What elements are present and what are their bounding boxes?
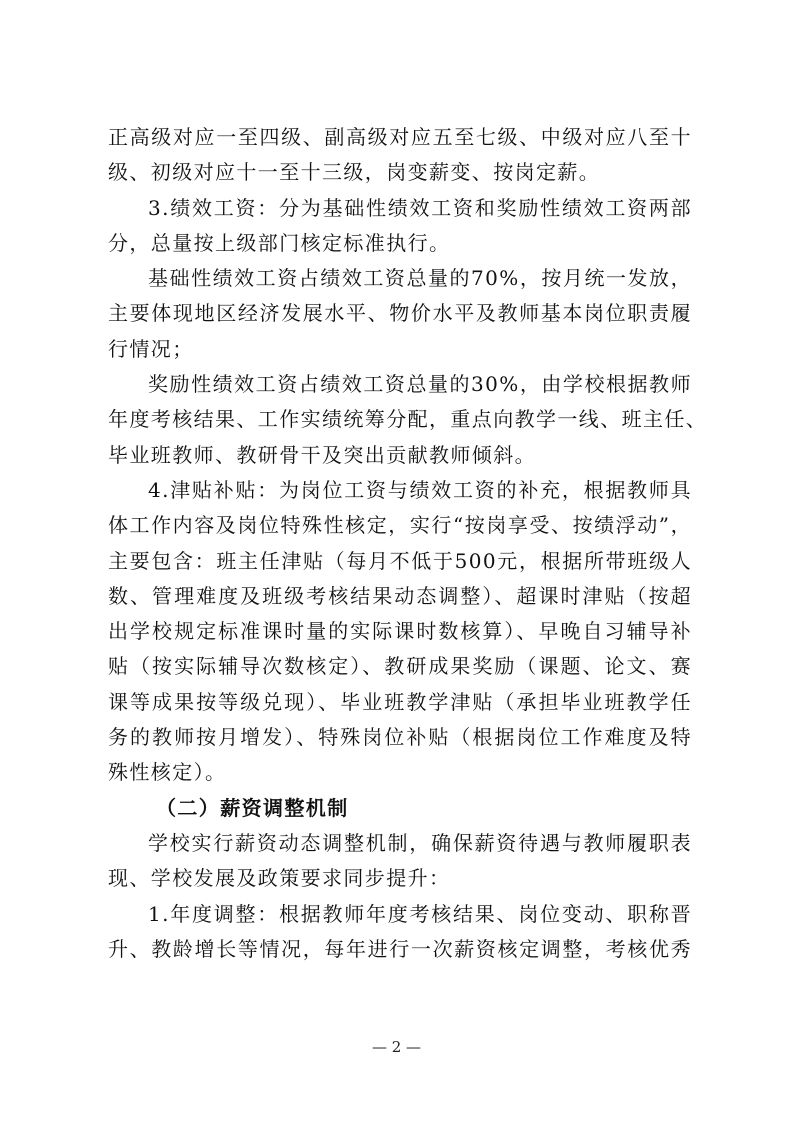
text-line: 课等成果按等级兑现）、毕业班教学津贴（承担毕业班教学任: [108, 689, 692, 714]
text-line: 主要体现地区经济发展水平、物价水平及教师基本岗位职责履: [108, 301, 692, 326]
section-heading: （二）薪资调整机制: [156, 795, 349, 820]
text-line: 奖励性绩效工资占绩效工资总量的30%，由学校根据教师: [148, 372, 692, 397]
text-line: 级、初级对应十一至十三级，岗变薪变、按岗定薪。: [108, 160, 601, 185]
text-line: 体工作内容及岗位特殊性核定，实行“按岗享受、按绩浮动”，: [108, 513, 692, 538]
text-line: 毕业班教师、教研骨干及突出贡献教师倾斜。: [108, 442, 536, 467]
text-line: 数、管理难度及班级考核结果动态调整）、超课时津贴（按超: [108, 583, 692, 608]
body-text: [108, 120, 708, 967]
text-line: 务的教师按月增发）、特殊岗位补贴（根据岗位工作难度及特: [108, 725, 692, 750]
page-number: — 2 —: [371, 1038, 422, 1056]
text-line: 出学校规定标准课时量的实际课时数核算）、早晚自习辅导补: [108, 619, 692, 644]
text-line: 正高级对应一至四级、副高级对应五至七级、中级对应八至十: [108, 125, 692, 149]
text-line: 升、教龄增长等情况，每年进行一次薪资核定调整，考核优秀: [108, 936, 692, 961]
text-line: 年度考核结果、工作实绩统筹分配，重点向教学一线、班主任、: [108, 407, 708, 432]
text-line: 分，总量按上级部门核定标准执行。: [108, 230, 451, 255]
text-line: 学校实行薪资动态调整机制，确保薪资待遇与教师履职表: [148, 830, 692, 855]
text-line: 现、学校发展及政策要求同步提升：: [108, 866, 451, 891]
text-line: 3.绩效工资：分为基础性绩效工资和奖励性绩效工资两部: [148, 195, 692, 220]
text-line: 1.年度调整：根据教师年度考核结果、岗位变动、职称晋: [148, 901, 692, 926]
text-line: 基础性绩效工资占绩效工资总量的70%，按月统一发放，: [148, 266, 692, 291]
text-line: 贴（按实际辅导次数核定）、教研成果奖励（课题、论文、赛: [108, 654, 692, 679]
text-line: 行情况；: [108, 336, 194, 361]
text-line: 殊性核定）。: [108, 760, 227, 785]
text-line: 主要包含：班主任津贴（每月不低于500元，根据所带班级人: [108, 548, 692, 573]
text-line: 4.津贴补贴：为岗位工资与绩效工资的补充，根据教师具: [148, 477, 692, 502]
